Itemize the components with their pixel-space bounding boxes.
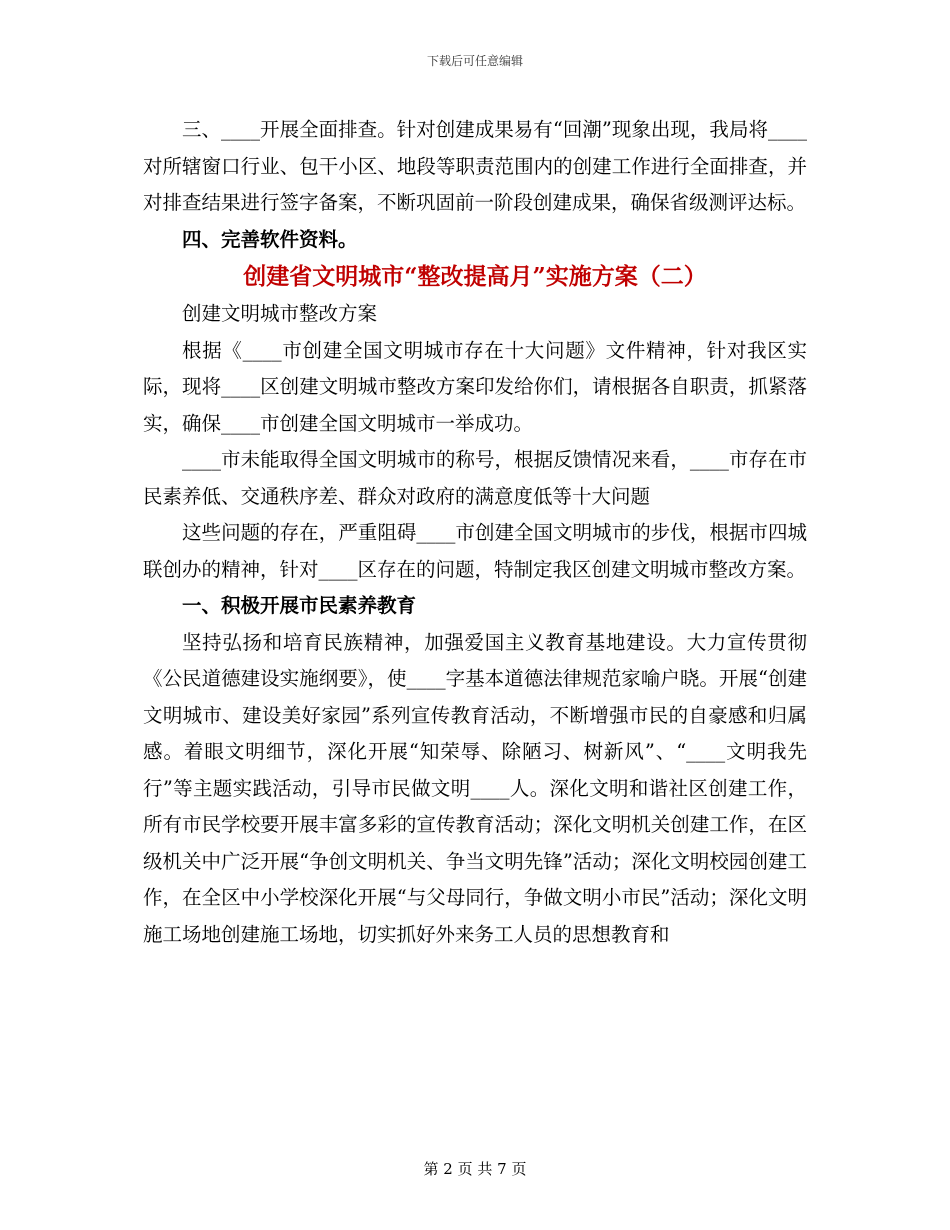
paragraph-basis: 根据《____市创建全国文明城市存在十大问题》文件精神，针对我区实际，现将____区创建文明城市整改方案印发给你们，请根据各自职责，抓紧落实，确保____市创建全国文明城市一举成功。 — [143, 338, 807, 435]
paragraph-education: 坚持弘扬和培育民族精神，加强爱国主义教育基地建设。大力宣传贯彻《公民道德建设实施纲要》，使____字基本道德法律规范家喻户晓。开展“创建文明城市、建设美好家园”系列宣传教育活动，不断增强市民的自豪感和归属感。着眼文明细节，深化开展“知荣辱、除陋习、树新风”、“____文明我先行”等主题实践活动，引导市民做文明____人。深化文明和谐社区创建工作，所有市民学校要开展丰富多彩的宣传教育活动；深化文明机关创建工作，在区级机关中广泛开展“争创文明机关、争当文明先锋”活动；深化文明校园创建工作，在全区中小学校深化开展“与父母同行，争做文明小市民”活动；深化文明施工场地创建施工场地，切实抓好外来务工人员的思想教育和 — [143, 630, 807, 946]
heading-section-four: 四、完善软件资料。 — [182, 227, 358, 251]
document-title: 创建省文明城市“整改提高月”实施方案（二） — [243, 263, 707, 290]
page-header-note: 下载后可任意编辑 — [426, 54, 523, 68]
page-footer-number: 第 2 页 共 7 页 — [423, 1160, 527, 1178]
paragraph-obstacles: 这些问题的存在，严重阻碍____市创建全国文明城市的步伐，根据市四城联创办的精神，针对____区存在的问题，特制定我区创建文明城市整改方案。 — [143, 521, 807, 581]
paragraph-problems: ____市未能取得全国文明城市的称号，根据反馈情况来看，____市存在市民素养低、交通秩序差、群众对政府的满意度低等十大问题 — [143, 448, 807, 508]
document-body — [143, 112, 807, 953]
paragraph-section-three: 三、____开展全面排查。针对创建成果易有“回潮”现象出现，我局将____对所辖窗口行业、包干小区、地段等职责范围内的创建工作进行全面排查，并对排查结果进行签字备案，不断巩固前一阶段创建成果，确保省级测评达标。 — [143, 118, 807, 214]
subtitle-rectification-plan: 创建文明城市整改方案 — [182, 302, 378, 325]
heading-section-one: 一、积极开展市民素养教育 — [182, 594, 417, 617]
